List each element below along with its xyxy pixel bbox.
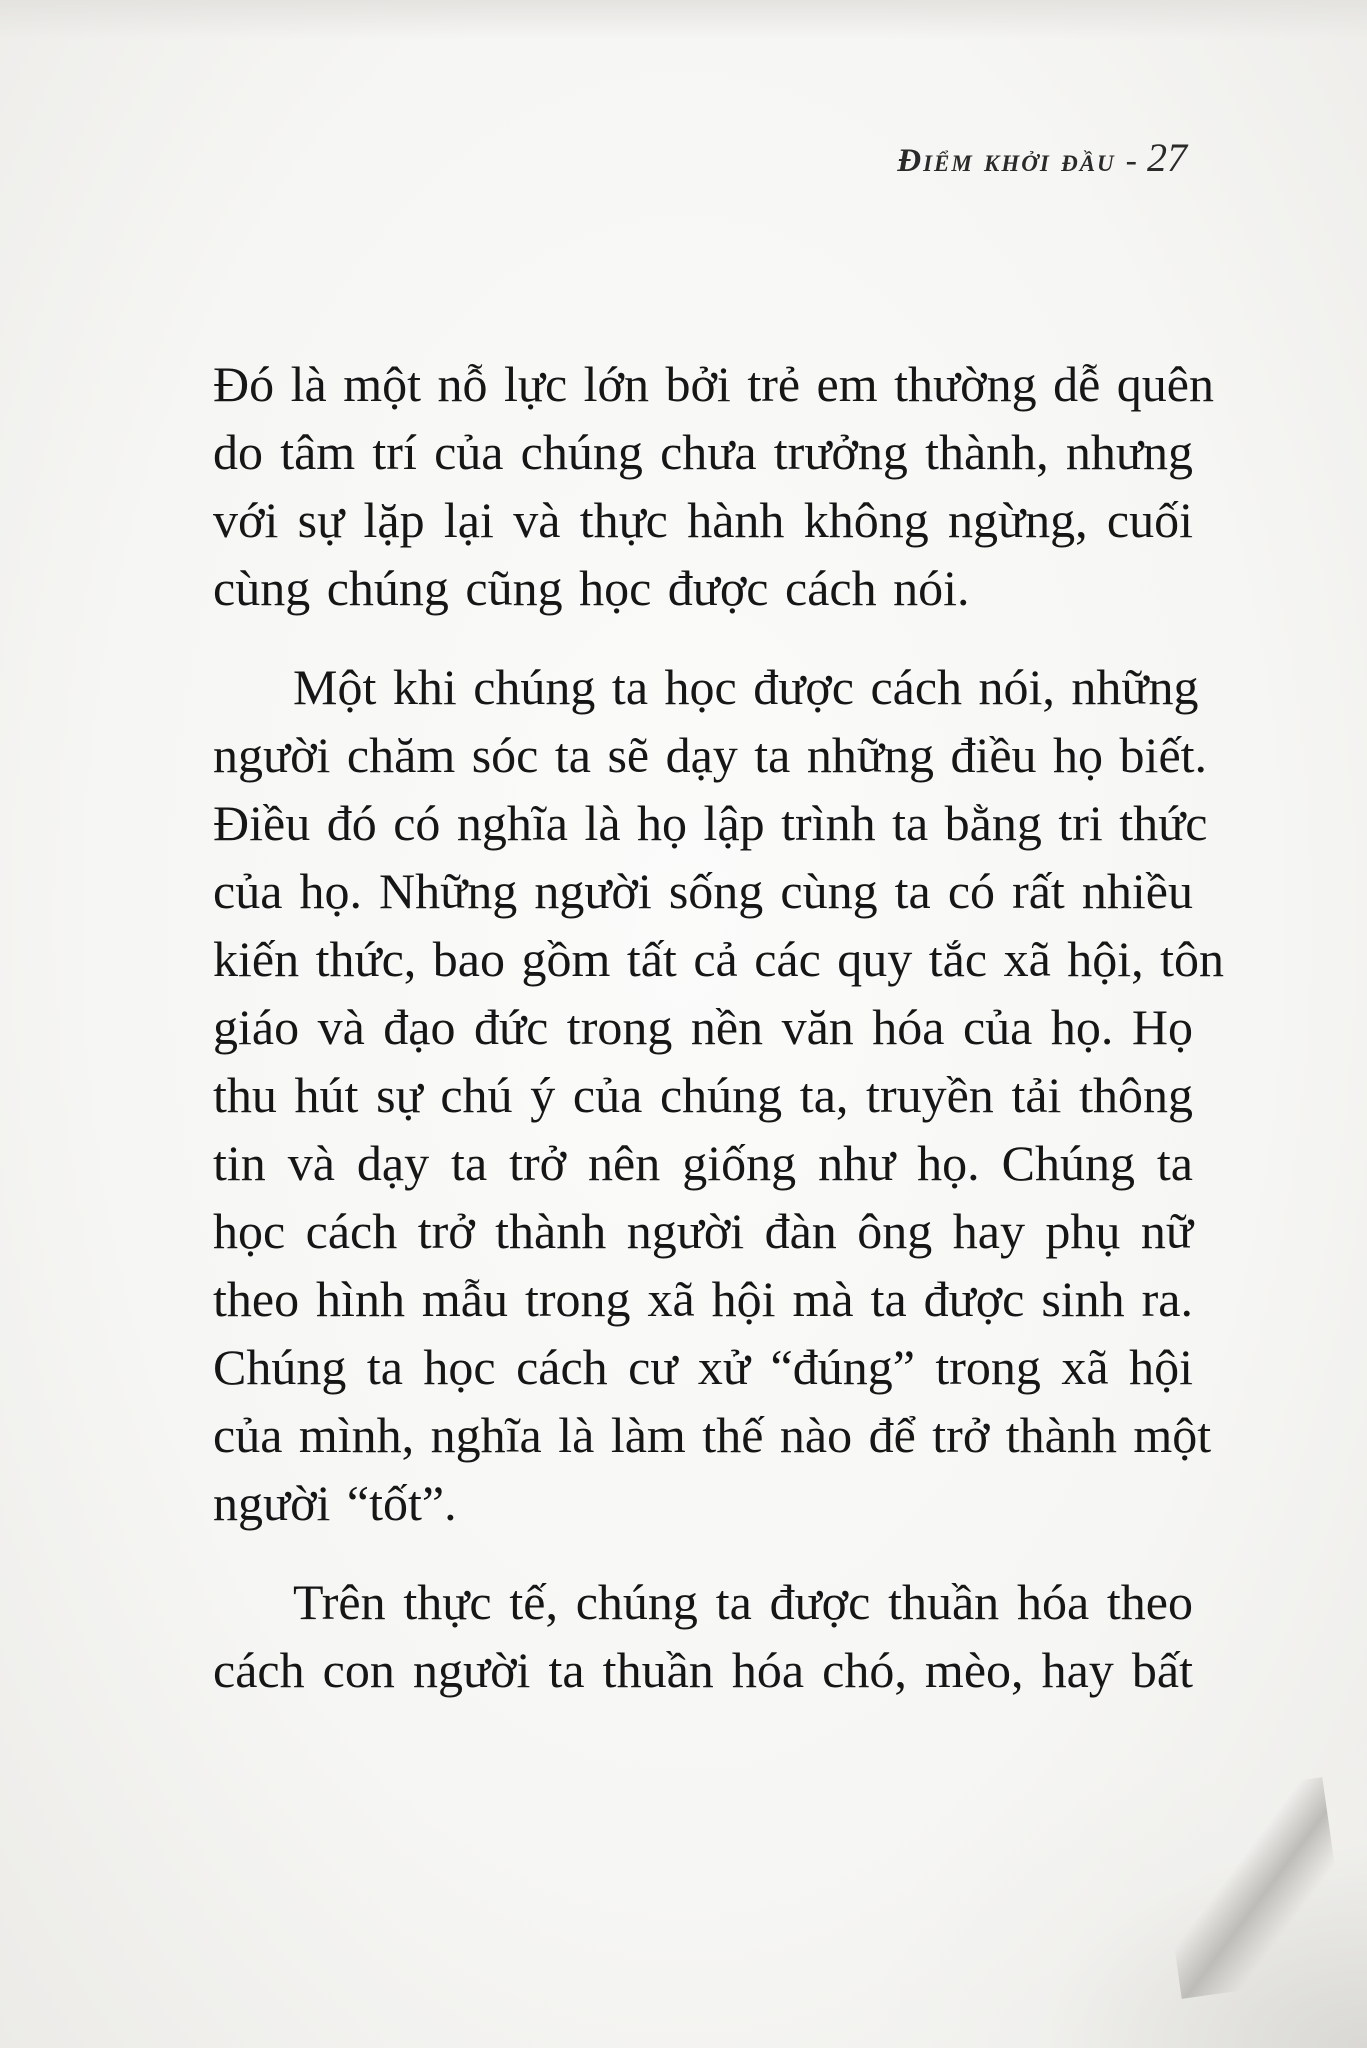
text-line: với sự lặp lại và thực hành không ngừng, cuối bbox=[213, 492, 1193, 548]
text-line: giáo và đạo đức trong nền văn hóa của họ. Họ bbox=[213, 999, 1193, 1055]
text-line: do tâm trí của chúng chưa trưởng thành, nhưng bbox=[213, 424, 1193, 480]
page-top-shadow bbox=[0, 0, 1367, 40]
page-number: 27 bbox=[1147, 135, 1187, 180]
text-line: cùng chúng cũng học được cách nói. bbox=[213, 560, 970, 616]
text-line: kiến thức, bao gồm tất cả các quy tắc xã hội, tôn bbox=[213, 931, 1225, 987]
text-line: người chăm sóc ta sẽ dạy ta những điều họ biết. bbox=[213, 727, 1208, 783]
paragraph-2 bbox=[213, 653, 1225, 1537]
text-line: theo hình mẫu trong xã hội mà ta được sinh ra. bbox=[213, 1271, 1193, 1327]
text-line: người “tốt”. bbox=[213, 1475, 457, 1531]
header-separator: - bbox=[1125, 142, 1137, 179]
paragraph-3 bbox=[213, 1568, 1193, 1704]
text-line: thu hút sự chú ý của chúng ta, truyền tải thông bbox=[213, 1067, 1193, 1123]
paragraph-1 bbox=[213, 350, 1214, 622]
text-line: Một khi chúng ta học được cách nói, những bbox=[293, 659, 1199, 715]
text-line: Điều đó có nghĩa là họ lập trình ta bằng tri thức bbox=[213, 795, 1208, 851]
page-fold-crease bbox=[1154, 1777, 1350, 1999]
text-line: của mình, nghĩa là làm thế nào để trở thành một bbox=[213, 1407, 1212, 1463]
text-line: học cách trở thành người đàn ông hay phụ nữ bbox=[213, 1203, 1193, 1259]
text-line: Đó là một nỗ lực lớn bởi trẻ em thường dễ quên bbox=[213, 356, 1214, 412]
text-line: Trên thực tế, chúng ta được thuần hóa theo bbox=[293, 1574, 1193, 1630]
text-line: Chúng ta học cách cư xử “đúng” trong xã hội bbox=[213, 1339, 1193, 1395]
text-line: cách con người ta thuần hóa chó, mèo, hay bất bbox=[213, 1642, 1193, 1698]
text-line: tin và dạy ta trở nên giống như họ. Chúng ta bbox=[213, 1135, 1193, 1191]
chapter-title: Điểm khởi đầu bbox=[897, 143, 1116, 179]
running-header bbox=[897, 134, 1187, 181]
body-text bbox=[213, 350, 1225, 1735]
text-line: của họ. Những người sống cùng ta có rất nhiều bbox=[213, 863, 1193, 919]
